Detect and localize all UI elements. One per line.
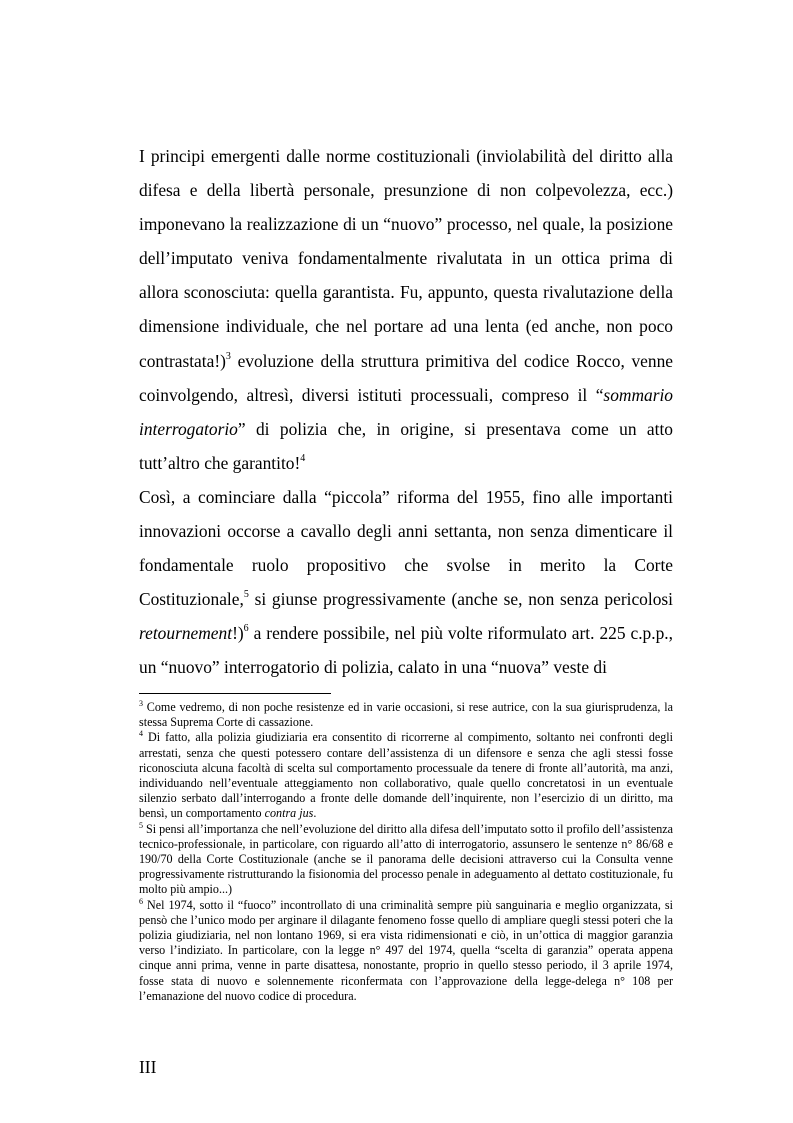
footnote-4-text: Di fatto, alla polizia giudiziaria era consentito di ricorrerne al compimento, soltanto nei confronti degli arrestati, senza che questi potessero contare dell’assistenza di un difensore e senza che agli stessi fosse riconosciuta alcuna facoltà di scelta sul comportamento processuale da tenere di fronte all’autorità, ma anzi, individuando nell’eventuale atteggiamento non collaborativo, quale quello concretatosi in un eventuale silenzio serbato dall’interrogando a fronte delle domande dell’inquirente, non l’esercizio di un diritto, ma bensì, un comportamento [139,730,673,821]
footnote-5-text: Si pensi all’importanza che nell’evoluzione del diritto alla difesa dell’imputato sotto il profilo dell’assistenza tecnico-professionale, in particolare, con riguardo all’atto di interrogatorio, assunsero le sentenze n° 86/68 e 190/70 della Corte Costituzionale (anche se il panorama delle decisioni attraverso cui la Consulta venne progressivamente ristrutturando la fisionomia del processo penale in adeguamento al dettato costituzionale, fu molto più ampio...) [139,821,673,897]
paragraph-2 [139,480,673,685]
page-number: III [139,1057,157,1077]
paragraph-1-emphasis: sommario interrogatorio [139,384,673,439]
paragraph-2-text-b: si giunse progressivamente (anche se, non senza pericolosi [248,589,673,610]
footnote-4-end: . [313,806,317,821]
footnote-3 [139,700,673,730]
paragraph-1 [139,139,673,480]
footnote-3-text: Come vedremo, di non poche resistenze ed in varie occasioni, si rese autrice, con la sua giurisprudenza, la stessa Suprema Corte di cassazione. [139,700,673,730]
paragraph-1-text-c: ” di polizia che, in origine, si presentava come un atto tutt’altro che garantito! [139,418,673,473]
footnote-4 [139,730,673,821]
paragraph-2-text-c: !) [232,623,244,644]
footnote-4-number: 4 [139,729,143,739]
footnote-separator [139,693,331,694]
footnote-3-number: 3 [139,699,143,708]
footnote-ref-4: 4 [300,452,306,464]
paragraph-2-text-d: a rendere possibile, nel più volte riformulato art. 225 c.p.p., un “nuovo” interrogatorio di polizia, calato in una “nuova” veste di [139,623,673,678]
footnotes [139,700,673,1004]
main-text [139,139,673,685]
footnote-ref-5: 5 [243,589,249,601]
footnote-6 [139,898,673,1004]
footnote-ref-6: 6 [243,623,249,635]
paragraph-1-text-b: evoluzione della struttura primitiva del codice Rocco, venne coinvolgendo, altresì, diversi istituti processuali, compreso il “ [139,350,673,405]
footnote-5 [139,822,673,898]
footnote-6-text: Nel 1974, sotto il “fuoco” incontrollato di una criminalità sempre più sanguinaria e meglio organizzata, si pensò che l’unico modo per arginare il dilagante fenomeno fosse quello di ampliare quegli stessi poteri che la polizia giudiziaria, nel non lontano 1969, si era vista ridimensionati e ciò, in un’ottica di maggior garanzia verso l’indiziato. In particolare, con la legge n° 497 del 1974, quella “scelta di garanzia” operata appena cinque anni prima, venne in parte disattesa, nonostante, proprio in quello stesso periodo, il 3 aprile 1974, fosse stata di nuovo e solennemente riconfermata con l’approvazione della legge-delega n° 108 per l’emanazione del nuovo codice di procedura. [139,897,673,1003]
paragraph-2-text-a: Così, a cominciare dalla “piccola” riforma del 1955, fino alle importanti innovazioni occorse a cavallo degli anni settanta, non senza dimenticare il fondamentale ruolo propositivo che svolse in merito la Corte Costituzionale, [139,486,673,610]
footnote-ref-3: 3 [225,350,231,362]
footnote-4-emphasis: contra jus [264,806,314,821]
paragraph-1-text-a: I principi emergenti dalle norme costituzionali (inviolabilità del diritto alla difesa e della libertà personale, presunzione di non colpevolezza, ecc.) imponevano la realizzazione di un “nuovo” processo, nel quale, la posizione dell’imputato veniva fondamentalmente rivalutata in un ottica prima di allora sconosciuta: quella garantista. Fu, appunto, questa rivalutazione della dimensione individuale, che nel portare ad una lenta (ed anche, non poco contrastata!) [139,146,673,371]
footnote-5-number: 5 [139,820,143,830]
footnote-6-number: 6 [139,896,143,906]
paragraph-2-emphasis: retournement [139,623,233,644]
